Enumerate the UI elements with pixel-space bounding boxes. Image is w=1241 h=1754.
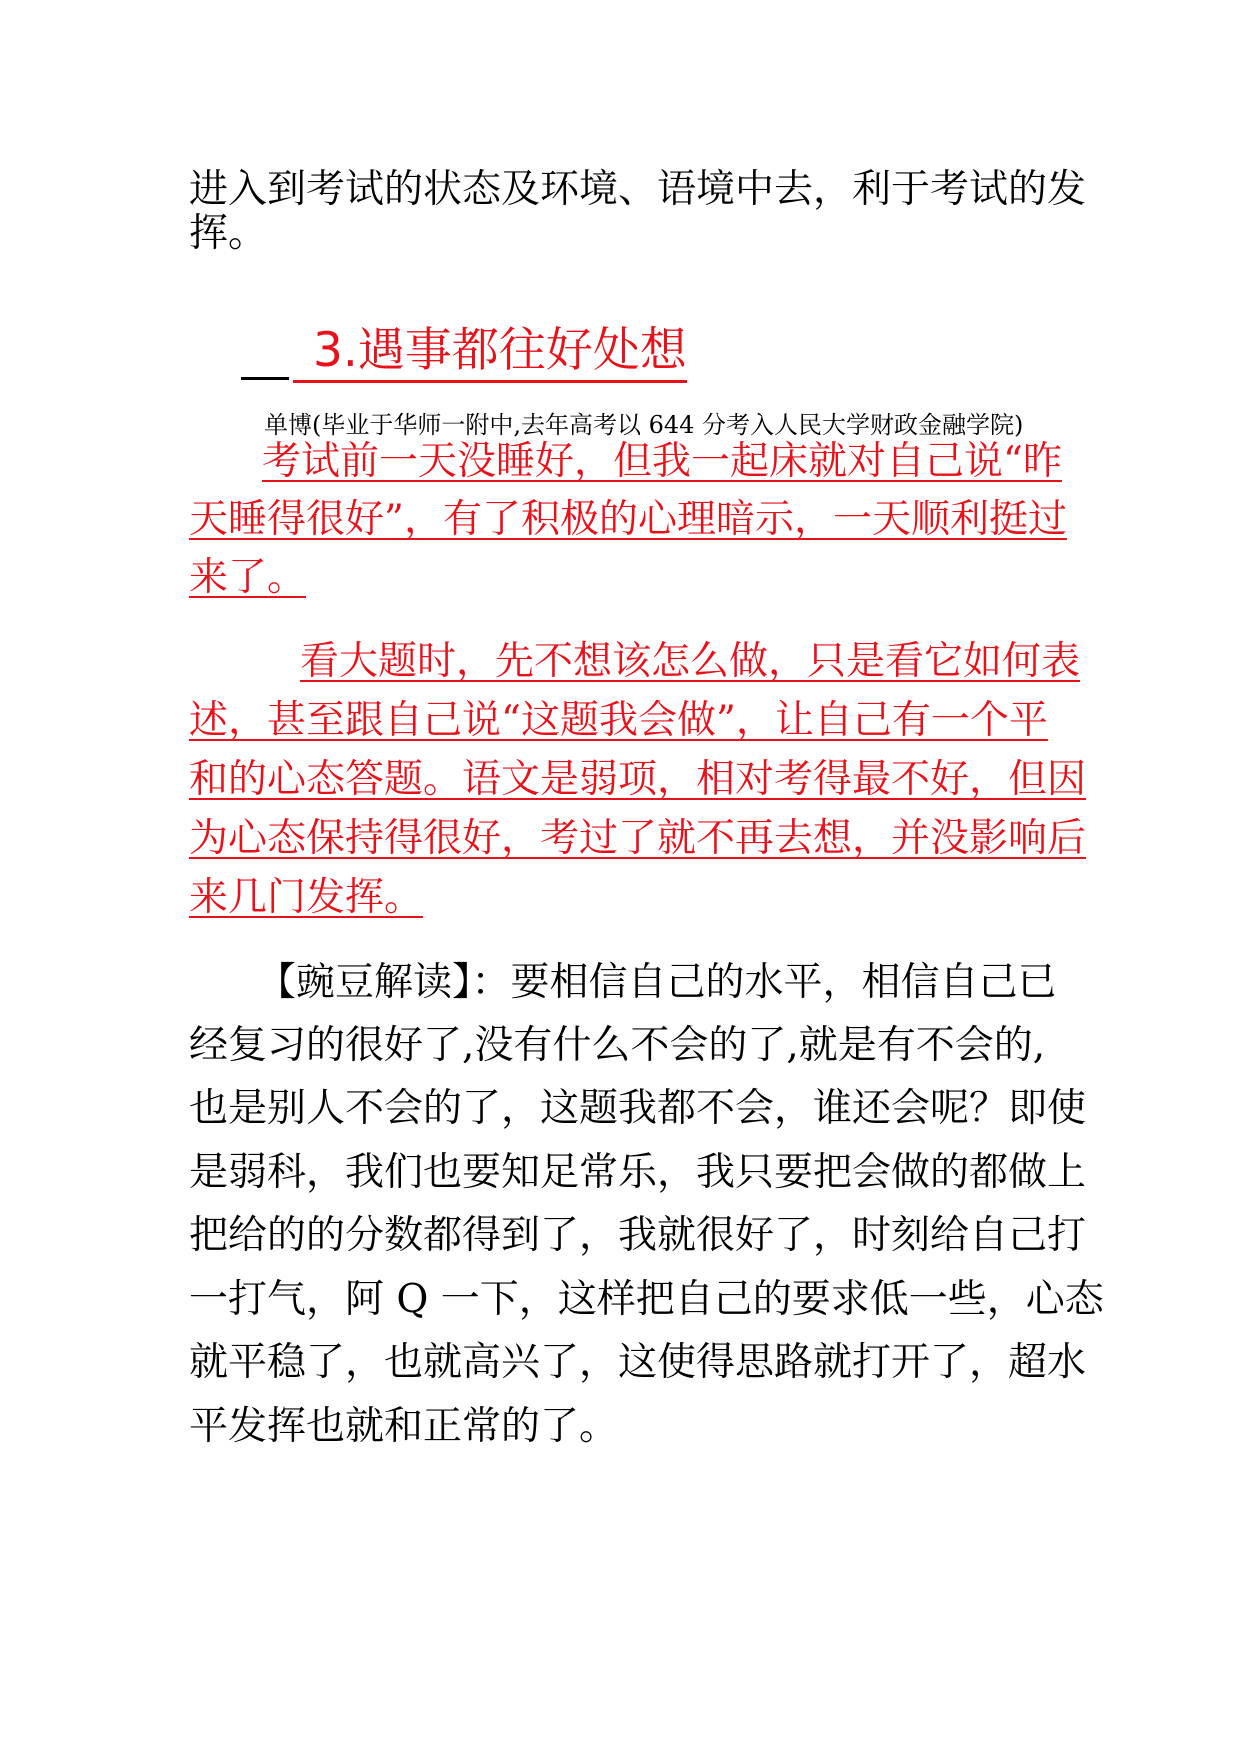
commentary-line-1: 【豌豆解读】：要相信自己的水平，相信自己已 — [257, 960, 1057, 1005]
commentary-line-8: 平发挥也就和正常的了。 — [189, 1404, 619, 1449]
quote2-line-1: 看大题时，先不想该怎么做，只是看它如何表 — [300, 639, 1081, 684]
quote1-line-2: 天睡得很好”，有了积极的心理暗示，一天顺利挺过 — [189, 497, 1067, 542]
heading-rule — [241, 367, 289, 380]
quote2-line-5: 来几门发挥。 — [189, 875, 424, 920]
author-byline: 单博(毕业于华师一附中,去年高考以 644 分考入人民大学财政金融学院) — [264, 411, 1024, 439]
quote1-line-1: 考试前一天没睡好，但我一起床就对自己说“昨 — [262, 439, 1062, 484]
quote2-line-3: 和的心态答题。语文是弱项，相对考得最不好，但因 — [189, 757, 1087, 802]
section-heading — [241, 313, 687, 380]
quote2-line-4: 为心态保持得很好，考过了就不再去想，并没影响后 — [189, 816, 1087, 861]
commentary-line-2: 经复习的很好了,没有什么不会的了,就是有不会的, — [189, 1023, 1046, 1068]
commentary-line-5: 把给的的分数都得到了，我就很好了，时刻给自己打 — [189, 1213, 1087, 1258]
intro-line-2: 挥。 — [189, 211, 268, 256]
commentary-line-3: 也是别人不会的了，这题我都不会，谁还会呢？即使 — [189, 1086, 1087, 1131]
intro-line-1: 进入到考试的状态及环境、语境中去，利于考试的发 — [189, 167, 1087, 212]
quote1-line-3: 来了。 — [189, 555, 307, 600]
commentary-line-7: 就平稳了，也就高兴了，这使得思路就打开了，超水 — [189, 1340, 1087, 1385]
section-title: 3.遇事都往好处想 — [293, 323, 687, 383]
quote2-line-2: 述，甚至跟自己说“这题我会做”，让自己有一个平 — [189, 698, 1048, 743]
commentary-line-4: 是弱科，我们也要知足常乐，我只要把会做的都做上 — [189, 1150, 1087, 1195]
commentary-line-6: 一打气，阿 Q 一下，这样把自己的要求低一些，心态 — [189, 1277, 1104, 1322]
